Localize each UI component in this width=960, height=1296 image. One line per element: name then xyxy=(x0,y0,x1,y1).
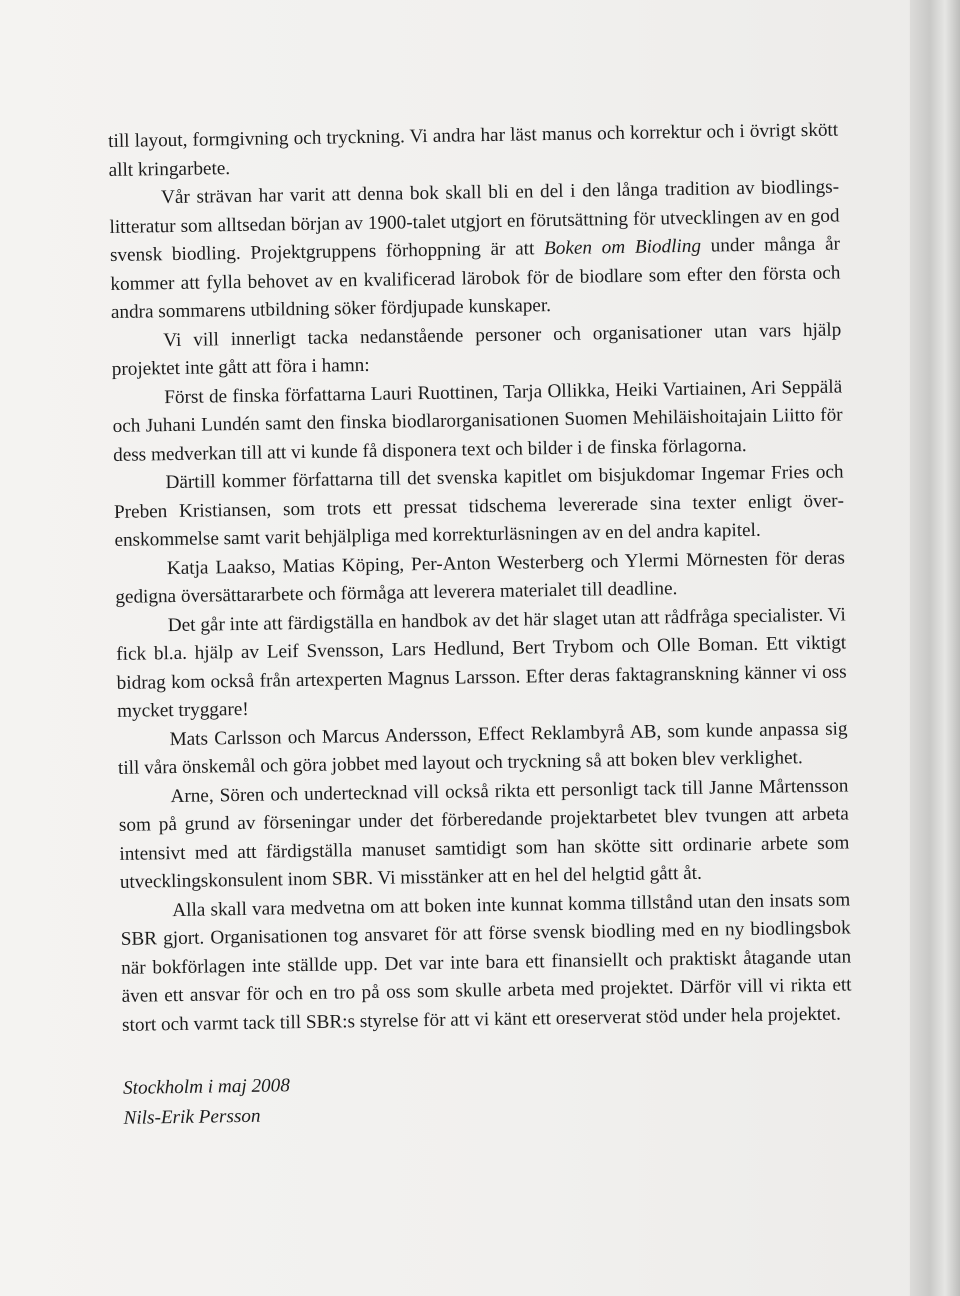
paragraph-4: Först de finska författarna Lauri Ruottinen, Tarja Ollikka, Heiki Vartiainen, Ari Seppälä och Juhani Lundén samt den finska biodlarorganisationen Suomen Mehiläishoitajain Liitto för dess medverkan till att vi kunde få disponera text och bilder i de finska förlagorna. xyxy=(112,376,843,466)
paragraph-9: Arne, Sören och undertecknad vill också rikta ett personligt tack till Janne Mårtensson som på grund av förseningar under det förberedande projektarbetet blev tvungen att arbeta intensivt med att färdigställa manuset samtidigt som han skötte sitt ordinarie arbete som utvecklingskonsulent inom SBR. Vi misstänker att en hel del helgtid gått åt. xyxy=(118,774,850,893)
paragraph-8: Mats Carlsson och Marcus Andersson, Effect Reklambyrå AB, som kunde anpassa sig till våra önskemål och göra jobbet med layout och tryckning så att boken blev verklighet. xyxy=(117,717,848,779)
signature-name: Nils-Erik Persson xyxy=(123,1105,261,1129)
adjacent-page-edge xyxy=(910,0,960,1296)
paragraph-2-start: Vår strävan har varit att denna bok skall bli en del i den långa tradition av biodlingslitteratur som alltsedan början av 1900-talet utgjort en förutsättning för utvecklingen av en god svensk biodling. Projektgruppens förhoppning är att xyxy=(109,176,840,266)
signature-place-date: Stockholm i maj 2008 xyxy=(122,1075,291,1099)
page-body-text xyxy=(108,117,854,1134)
paragraph-10: Alla skall vara medvetna om att boken inte kunnat komma tillstånd utan den insats som SBR gjort. Organisationen tog ansvaret för att förse svensk biodling med en ny biodlingsbok när bokförlagen inte ställde upp. Det var inte bara ett finansiellt och praktiskt åtagande utan även ett ansvar för och en tro på oss som skulle arbeta med projektet. Därför vill vi rikta ett stort och varmt tack till SBR:s styrelse för att vi känt ett oreserverat stöd under hela projektet. xyxy=(120,888,852,1036)
signature-block xyxy=(123,1062,854,1133)
paragraph-1: till layout, formgivning och tryckning. Vi andra har läst manus och korrektur och i övrigt skött allt kringarbete. xyxy=(108,119,839,181)
paragraph-3: Vi vill innerligt tacka nedanstående personer och organisationer utan vars hjälp projektet inte gått att föra i hamn: xyxy=(111,319,842,380)
paragraph-7: Det går inte att färdigställa en handbok av det här slaget utan att rådfråga specialister. Vi fick bl.a. hjälp av Leif Svensson, Lars Hedlund, Bert Trybom och Olle Boman. Ett viktigt bidrag kom också från artexperten Magnus Larsson. Efter deras faktagranskning känner vi oss mycket tryggare! xyxy=(116,603,847,722)
paragraph-2-end: under många år kommer att fylla behovet av en kvalificerad lärobok för de biodlare som efter den första och andra sommarens utbildning söker fördjupade kunskaper. xyxy=(110,233,841,323)
paragraph-5: Därtill kommer författarna till det svenska kapitlet om bisjukdomar Ingemar Fries och Preben Kristiansen, som trots ett pressat tidschema levererade sina texter enligt överenskommelse samt varit behjälpliga med korrekturläsningen av en del andra kapitel. xyxy=(113,461,845,551)
book-title: Boken om Biodling xyxy=(543,235,702,260)
paragraph-2 xyxy=(109,174,841,328)
paragraph-6: Katja Laakso, Matias Köping, Per-Anton Westerberg och Ylermi Mörnesten för deras gedigna översättararbete och förmåga att leverera materialet till deadline. xyxy=(115,546,846,608)
